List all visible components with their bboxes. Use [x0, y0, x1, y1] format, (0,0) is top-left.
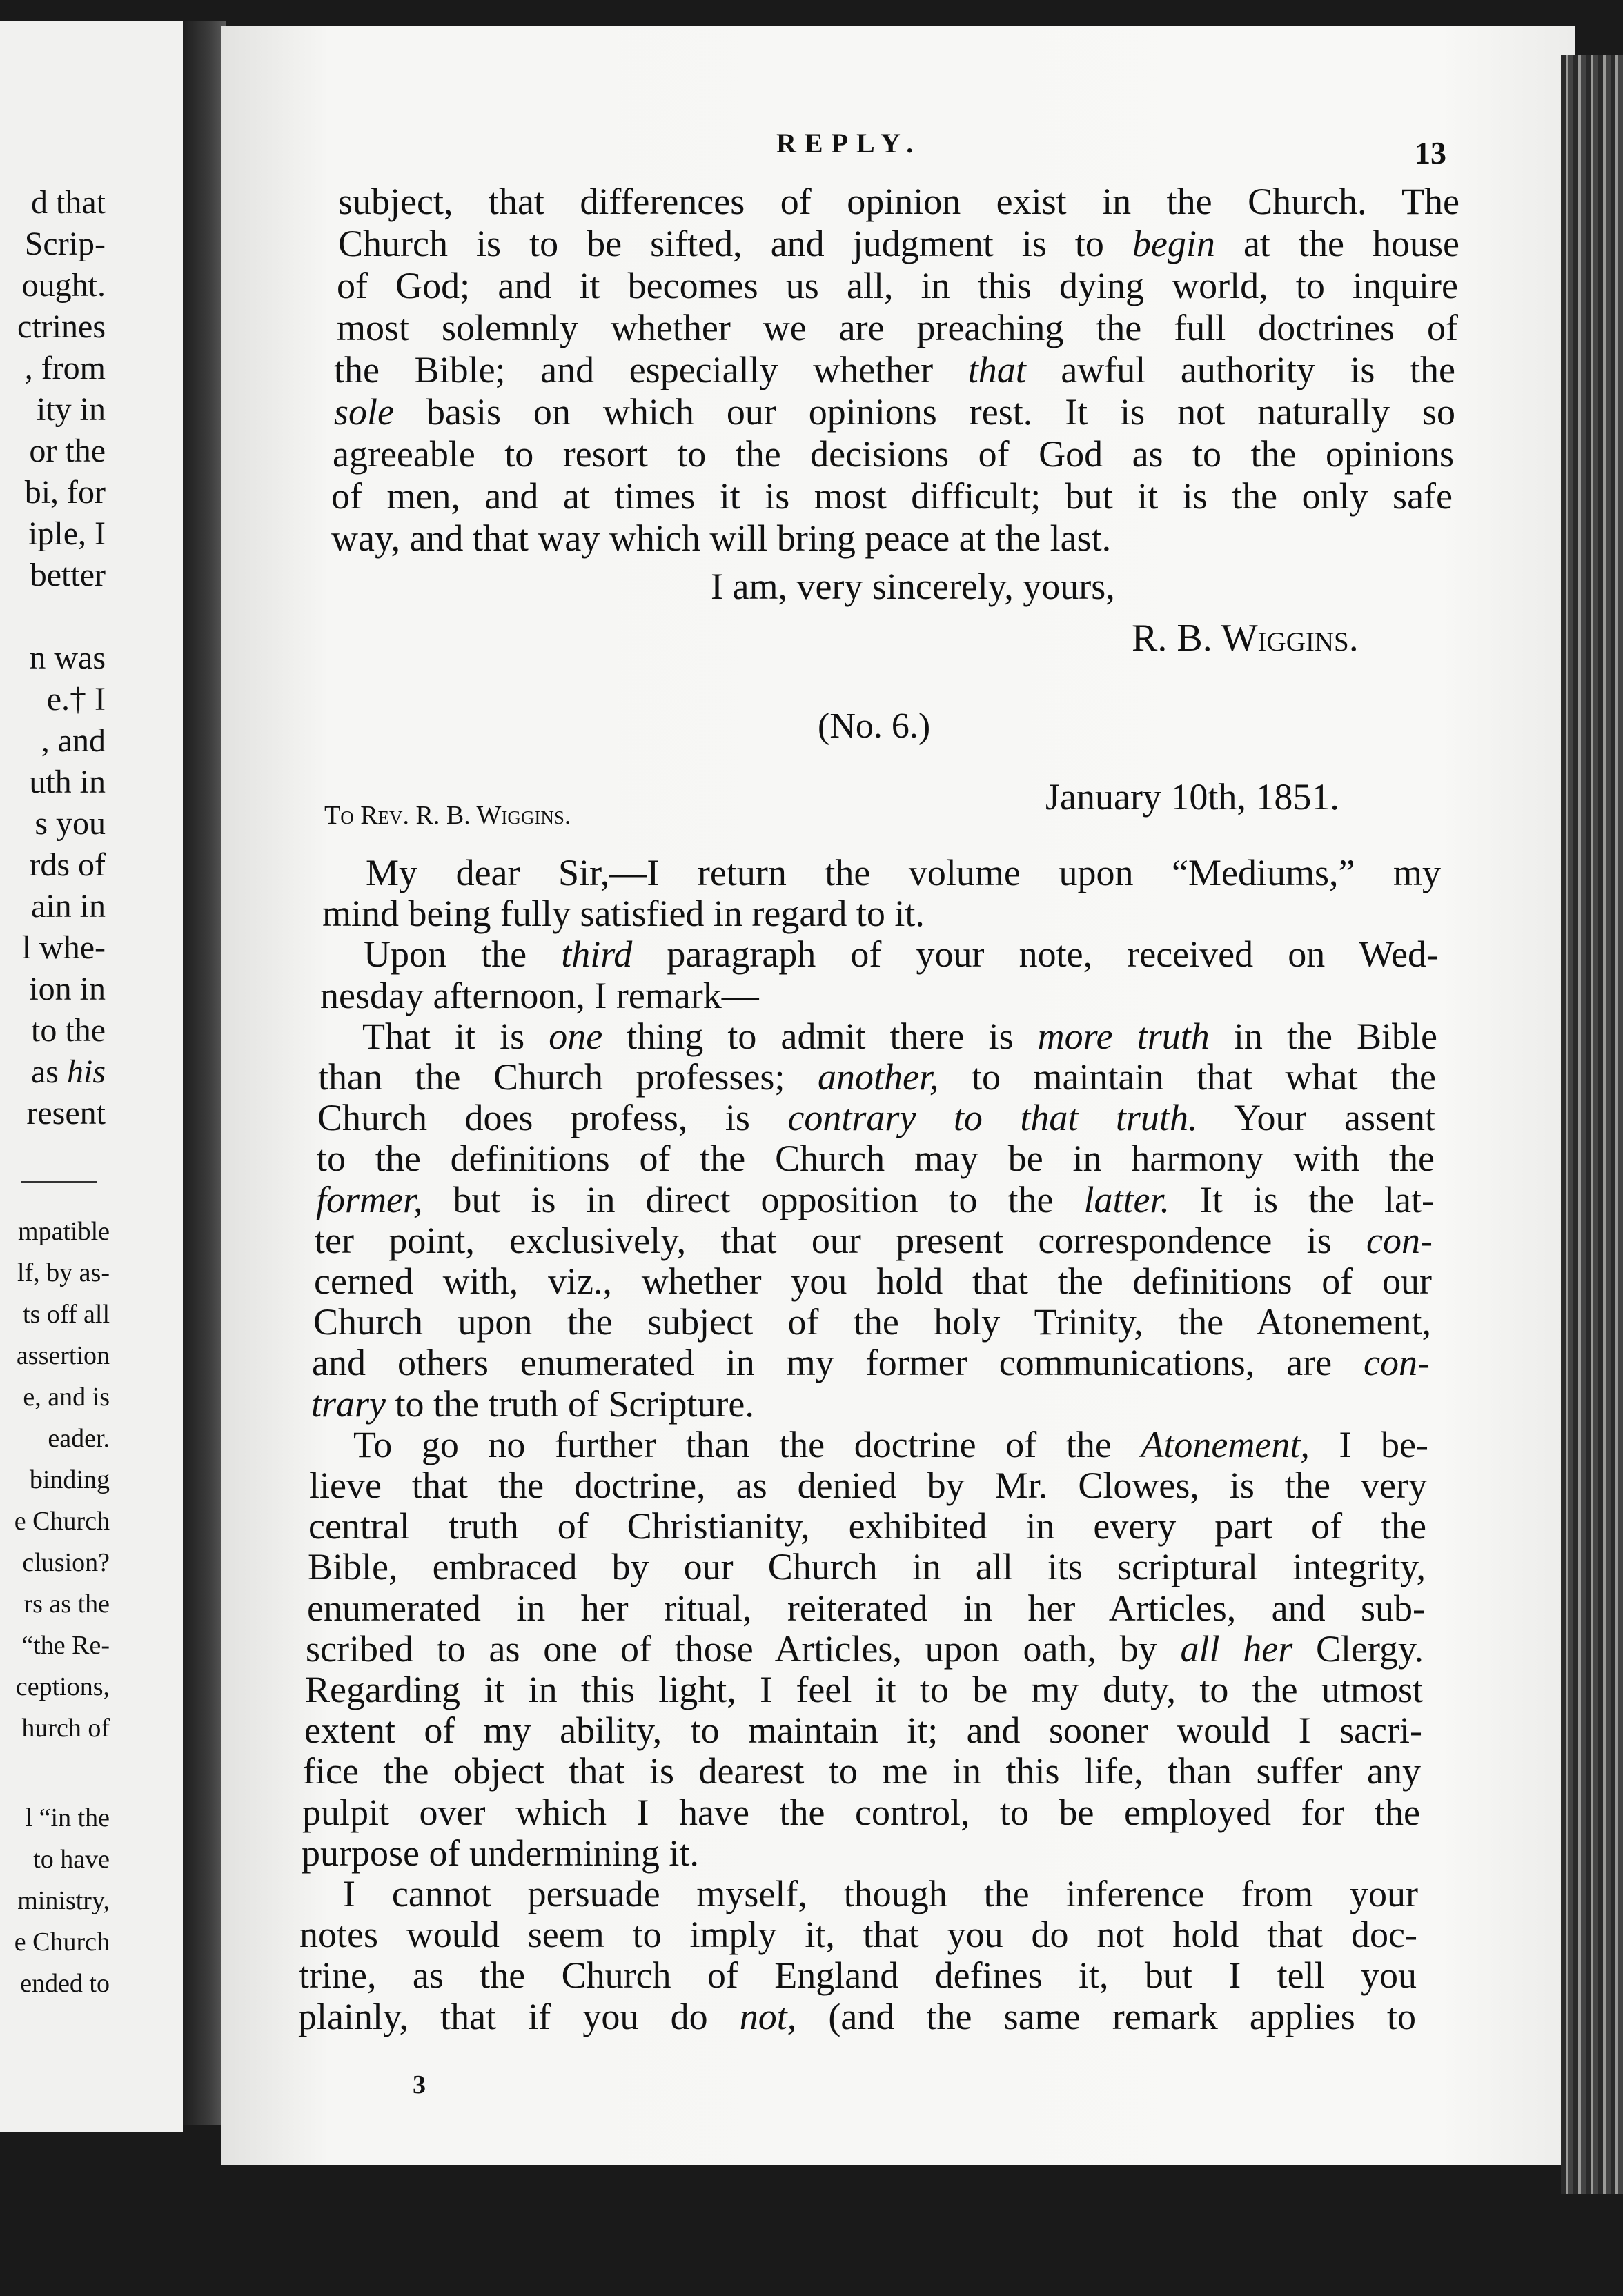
- body-text-line: Church does profess, is contrary to that truth. Your assent: [317, 1097, 1435, 1139]
- body-text-line: former, but is in direct opposition to the latter. It is the lat-: [316, 1178, 1434, 1220]
- body-text-line: pulpit over which I have the control, to be employed for the: [302, 1791, 1420, 1833]
- body-text-line: ter point, exclusively, that our present correspondence is con-: [315, 1219, 1433, 1261]
- paragraph-first-line: To go no further than the doctrine of the Atonement, I be-: [353, 1423, 1429, 1465]
- left-page-line: iple, I: [28, 515, 106, 552]
- left-page-footnote-line: binding: [29, 1465, 110, 1494]
- body-text-line: enumerated in her ritual, reiterated in her Articles, and sub-: [307, 1587, 1425, 1629]
- left-page-footnote-line: e Church: [14, 1507, 110, 1536]
- left-page-footnote-line: rs as the: [23, 1590, 110, 1619]
- paragraph-first-line: Upon the third paragraph of your note, received on Wed-: [364, 933, 1439, 976]
- body-text-line: the Bible; and especially whether that awful authority is the: [334, 349, 1455, 390]
- body-text-line: agreeable to resort to the decisions of God as to the opinions: [333, 433, 1454, 475]
- body-text-line: mind being fully satisfied in regard to it.: [322, 893, 925, 935]
- body-text-line: Bible, embraced by our Church in all its scriptural integrity,: [308, 1546, 1426, 1588]
- body-text-line: to the definitions of the Church may be in harmony with the: [317, 1138, 1435, 1180]
- body-text-line: trine, as the Church of England defines it, but I tell you: [299, 1954, 1417, 1997]
- body-text-line: extent of my ability, to maintain it; and sooner would I sacri-: [304, 1710, 1422, 1752]
- letter-addressee: To Rev. R. B. Wiggins.: [324, 801, 571, 830]
- left-page-line: uth in: [29, 764, 106, 800]
- left-page-footnote-line: ministry,: [17, 1886, 110, 1915]
- left-page-line: ain in: [31, 888, 106, 924]
- left-page-footnote-line: eader.: [48, 1424, 110, 1453]
- left-page-line: d that: [31, 184, 106, 221]
- letter-number-heading: (No. 6.): [818, 706, 931, 746]
- body-text-line: most solemnly whether we are preaching the full doctrines of: [337, 307, 1458, 348]
- body-text-line: cerned with, viz., whether you hold that the definitions of our: [314, 1260, 1432, 1302]
- left-page-footnote-line: hurch of: [21, 1714, 110, 1743]
- body-text-line: and others enumerated in my former communications, are con-: [312, 1342, 1430, 1384]
- body-text-line: lieve that the doctrine, as denied by Mr. Clowes, is the very: [309, 1465, 1427, 1506]
- body-text-line: sole basis on which our opinions rest. It is not naturally so: [334, 391, 1455, 433]
- body-text-line: Regarding it in this light, I feel it to be my duty, to the utmost: [305, 1669, 1423, 1710]
- left-page-line: n was: [29, 640, 106, 676]
- left-page-footnote-line: ended to: [20, 1969, 110, 1998]
- left-page-footnote-line: “the Re-: [21, 1631, 110, 1660]
- paragraph-first-line: My dear Sir,—I return the volume upon “Mediums,” my: [366, 852, 1441, 893]
- body-text-line: scribed to as one of those Articles, upon oath, by all her Clergy.: [306, 1627, 1424, 1670]
- body-text-line: fice the object that is dearest to me in this life, than suffer any: [303, 1750, 1421, 1792]
- left-page-line: bi, for: [24, 474, 106, 511]
- body-text-line: notes would seem to imply it, that you do not hold that doc-: [299, 1914, 1417, 1956]
- left-page-footnote-line: to have: [33, 1845, 110, 1874]
- book-gutter-shadow: [183, 21, 226, 2125]
- left-page-line: to the: [31, 1012, 106, 1049]
- left-page-line: s you: [35, 805, 106, 842]
- printer-signature-mark: 3: [413, 2070, 426, 2099]
- footnote-rule: [21, 1181, 97, 1183]
- left-page-line: , and: [41, 722, 106, 759]
- body-text-line: nesday afternoon, I remark—: [320, 974, 759, 1016]
- left-page-line: better: [30, 557, 106, 593]
- body-text-line: Church upon the subject of the holy Trinity, the Atonement,: [313, 1301, 1431, 1343]
- left-page-line: resent: [26, 1095, 106, 1131]
- left-page-line: rds of: [29, 847, 106, 883]
- left-page-line: ought.: [21, 267, 106, 304]
- body-text-line: central truth of Christianity, exhibited in every part of the: [308, 1505, 1426, 1547]
- body-text-line: of men, and at times it is most difficult; but it is the only safe: [331, 475, 1453, 517]
- body-text-line: way, and that way which will bring peace at the last.: [331, 517, 1112, 559]
- left-page-line: l whe-: [21, 929, 106, 966]
- page-number: 13: [1415, 135, 1446, 170]
- page-edges: [1561, 55, 1623, 2194]
- left-page-footnote-line: ceptions,: [15, 1672, 110, 1701]
- left-page-footnote-line: ts off all: [23, 1300, 110, 1329]
- signature: R. B. Wiggins.: [1132, 617, 1359, 660]
- body-text-line: subject, that differences of opinion exist in the Church. The: [338, 181, 1459, 222]
- body-text-line: than the Church professes; another, to maintain that what the: [318, 1056, 1436, 1098]
- letter-date: January 10th, 1851.: [1045, 776, 1339, 818]
- left-page-footnote-line: mpatible: [18, 1217, 110, 1246]
- left-page-line: e.† I: [46, 681, 106, 718]
- letter-closing: I am, very sincerely, yours,: [711, 566, 1115, 607]
- left-page-line: , from: [24, 350, 106, 386]
- body-text-line: plainly, that if you do not, (and the same remark applies to: [298, 1995, 1416, 2037]
- paragraph-first-line: That it is one thing to admit there is more truth in the Bible: [362, 1015, 1437, 1057]
- previous-page-fragment: [0, 21, 183, 2132]
- body-text-line: purpose of undermining it.: [302, 1832, 699, 1874]
- left-page-line: ctrines: [17, 308, 106, 345]
- left-page-line: as his: [31, 1053, 106, 1090]
- left-page-footnote-line: lf, by as-: [17, 1258, 110, 1287]
- left-page-footnote-line: e, and is: [23, 1383, 110, 1412]
- left-page-footnote-line: e Church: [14, 1928, 110, 1957]
- left-page-line: Scrip-: [24, 226, 106, 262]
- left-page-line: ion in: [29, 971, 106, 1007]
- left-page-footnote-line: l “in the: [25, 1803, 110, 1832]
- running-head: REPLY.: [776, 128, 922, 159]
- left-page-line: or the: [29, 433, 106, 469]
- left-page-footnote-line: clusion?: [22, 1548, 110, 1577]
- paragraph-first-line: I cannot persuade myself, though the inference from your: [343, 1873, 1418, 1914]
- left-page-line: ity in: [36, 391, 106, 428]
- body-text-line: Church is to be sifted, and judgment is to begin at the house: [338, 223, 1459, 264]
- left-page-footnote-line: assertion: [16, 1341, 110, 1370]
- body-text-line: trary to the truth of Scripture.: [311, 1383, 754, 1425]
- body-text-line: of God; and it becomes us all, in this dying world, to inquire: [337, 265, 1458, 306]
